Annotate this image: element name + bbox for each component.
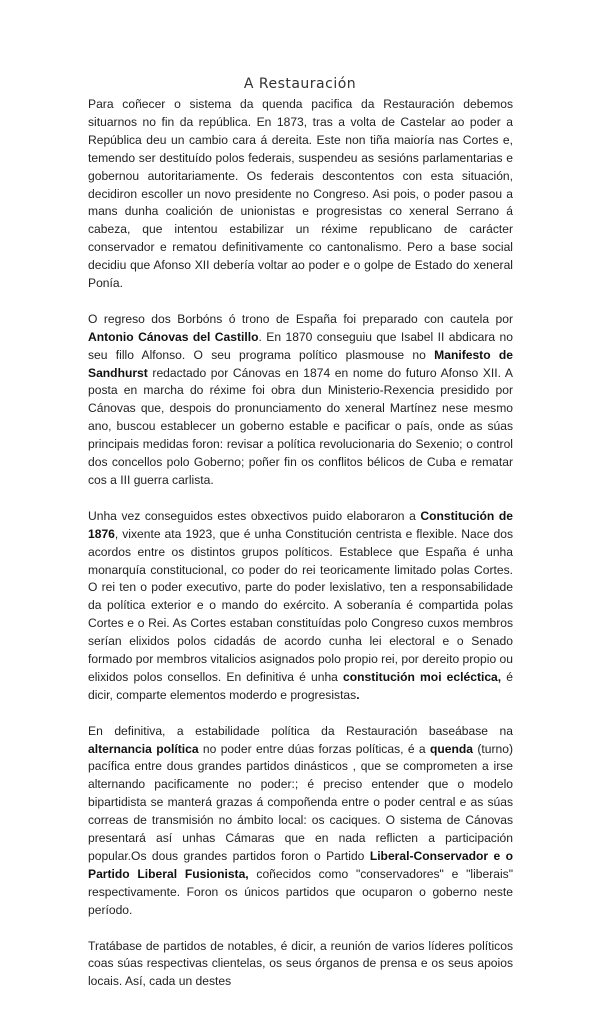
text: En definitiva, a estabilidade política da Restauración baseábase na <box>88 723 513 738</box>
text: coñecidos como "conservadores" e "liberais" respectivamente. Foron os únicos partidos que ocuparon o goberno neste período. <box>88 866 513 917</box>
bold-text: Constitución de 1876 <box>88 508 513 541</box>
text: é dicir, comparte elementos moderdo e progresistas <box>88 669 514 702</box>
paragraph-constitution <box>88 508 513 705</box>
text: Unha vez conseguidos estes obxectivos puido elaboraron a <box>88 508 421 523</box>
bold-text: Liberal-Conservador e o Partido Liberal Fusionista, <box>88 849 513 881</box>
bold-text: alternancia política <box>88 741 199 756</box>
document-body <box>88 96 513 1009</box>
text: (turno) pacífica entre dous grandes partidos dinásticos , que se comprometen a irse alternando pacificamente no poder:; é preciso entender que o modelo bipartidista se manterá grazas á compoñenda entre o poder central e as súas correas de transmisión no ámbito local: os caciques. O sistema de Cánovas presentará así unhas Cámaras que en nada reflicten a participación popular.Os dous grandes partidos foron o Partido <box>88 741 513 864</box>
paragraph-republic-end <box>88 96 513 293</box>
bold-text: Antonio Cánovas del Castillo <box>88 329 259 344</box>
text: redactado por Cánovas en 1874 en nome do futuro Afonso XII. A posta en marcha do réxime foi obra dun Ministerio-Rexencia presidido por Cánovas que, despois do pronunciamento do xeneral Martínez nese mesmo ano, buscou establecer un goberno estable e pacificar o país, onde as súas principais medidas foron: revisar a política revolucionaria do Sexenio; o control dos concellos polo Goberno; poñer fin os conflitos bélicos de Cuba e rematar cos a III guerra carlista. <box>88 365 513 488</box>
bold-text: . <box>356 687 360 702</box>
text: , vixente ata 1923, que é unha Constitución centrista e flexible. Nace dos acordos entre os distintos grupos políticos. Establece que España é unha monarquía constitucional, co poder do rei teoricamente limitado polas Cortes. O rei ten o poder executivo, parte do poder lexislativo, ten a responsabilidade da política exterior e o mando do exército. A soberanía é compartida polas Cortes e o Rei. As Cortes estaban constituídas polo Congreso cuxos membros serían elixidos polos cidadás de acordo cunha lei electoral e o Senado formado por membros vitalicios asignados polo propio rei, por dereito propio ou elixidos polos consellos. En definitiva é unha <box>88 526 513 684</box>
text: no poder entre dúas forzas políticas, é a <box>198 741 430 756</box>
bold-text: constitución moi ecléctica, <box>343 669 502 684</box>
text: Para coñecer o sistema da quenda pacifica da Restauración debemos situarnos no fin da república. En 1873, tras a volta de Castelar ao poder a República deu un cambio cara á dereita. Este non tiña maioría nas Cortes e, temendo ser destituído polos federais, suspendeu as sesións parlamentarias e gobernou autoritariamente. Os federais descontentos con esta situación, decidiron escoller un novo presidente no Congreso. Asi pois, o poder pasou a mans dunha coalición de unionistas e progresistas co xeneral Serrano á cabeza, que intentou estabilizar un réxime republicano de carácter conservador e rematou definitivamente co cantonalismo. Pero a base social decidiu que Afonso XII debería voltar ao poder e o golpe de Estado do xeneral Ponía. <box>88 97 513 291</box>
text: O regreso dos Borbóns ó trono de España foi preparado con cautela por <box>88 311 513 326</box>
document-title: A Restauración <box>243 76 357 92</box>
bold-text: quenda <box>430 741 474 756</box>
text: . En 1870 conseguiu que Isabel II abdicara no seu fillo Alfonso. O seu programa político plasmouse no <box>88 329 513 362</box>
text: Tratábase de partidos de notables, é dicir, a reunión de varios líderes políticos coas súas respectivas clientelas, os seus órganos de prensa e os seus apoios locais. Así, cada un destes <box>88 938 513 989</box>
bold-text: Manifesto de Sandhurst <box>88 347 513 380</box>
paragraph-notables <box>88 938 513 992</box>
paragraph-bourbon-return <box>88 311 513 490</box>
paragraph-alternation <box>88 723 513 920</box>
